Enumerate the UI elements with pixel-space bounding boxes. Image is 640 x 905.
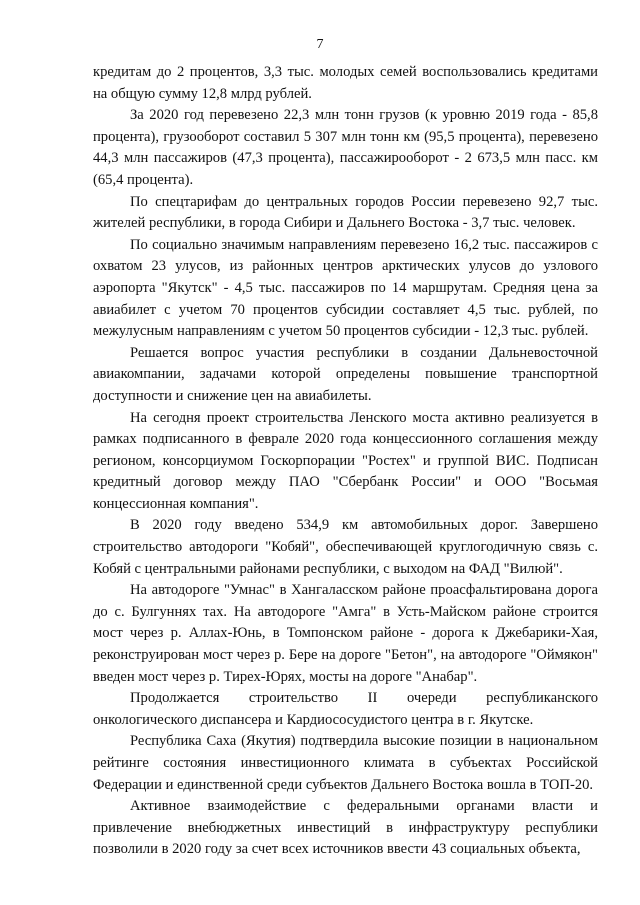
paragraph-freight-passenger-transport: За 2020 год перевезено 22,3 млн тонн грузов (к уровню 2019 года - 85,8 процента), грузооборот составил 5 307 млн тонн км (95,5 процента), перевезено 44,3 млн пассажиров (47,3 процента), пассажирооборот - 2 673,5 млн пасс. км (65,4 процента). xyxy=(93,107,598,188)
paragraph-social-objects: Активное взаимодействие с федеральными органами власти и привлечение внебюджетных инвестиций в инфраструктуру республики позволили в 2020 году за счет всех источников ввести 43 социальных объекта, xyxy=(93,798,598,858)
paragraph-far-eastern-airline: Решается вопрос участия республики в создании Дальневосточной авиакомпании, задачами которой определены повышение транспортной доступности и снижение цен на авиабилеты. xyxy=(93,344,598,404)
paragraph-special-tariffs: По спецтарифам до центральных городов России перевезено 92,7 тыс. жителей республики, в города Сибири и Дальнего Востока - 3,7 тыс. человек. xyxy=(93,193,598,232)
page-number: 7 xyxy=(316,37,324,52)
paragraph-oncology-cardio-center: Продолжается строительство II очереди республиканского онкологического диспансера и Кардиососудистого центра в г. Якутске. xyxy=(93,690,598,728)
document-body xyxy=(93,62,598,861)
paragraph-roads-commissioned: В 2020 году введено 534,9 км автомобильных дорог. Завершено строительство автодороги "Кобяй", обеспечивающей круглогодичную связь с. Кобяй с центральными районами республики, с выходом на ФАД "Вилюй". xyxy=(93,517,598,577)
paragraph-lena-bridge: На сегодня проект строительства Ленского моста активно реализуется в рамках подписанного в феврале 2020 года концессионного соглашения между регионом, консорциумом Госкорпорации "Ростех" и группой ВИС. Подписан кредитный договор между ПАО "Сбербанк России" и ООО "Восьмая концессионная компания". xyxy=(93,409,598,512)
paragraph-socially-significant-routes: По социально значимым направлениям перевезено 16,2 тыс. пассажиров с охватом 23 улусов, из районных центров арктических улусов до узлового аэропорта "Якутск" - 4,5 тыс. пассажиров по 14 маршрутам. Средняя цена за авиабилет с учетом 70 процентов субсидии составляет 4,5 тыс. рублей, по межулусным направлениям с учетом 50 процентов субсидии - 12,3 тыс. рублей. xyxy=(93,236,598,340)
paragraph-housing-credits-continued: кредитам до 2 процентов, 3,3 тыс. молодых семей воспользовались кредитами на общую сумму 12,8 млрд рублей. xyxy=(93,64,598,102)
paragraph-road-projects: На автодороге "Умнас" в Хангаласском районе проасфальтирована дорога до с. Булгуннях тах. На автодороге "Амга" в Усть-Майском районе строится мост через р. Аллах-Юнь, в Томпонском районе - дорога к Джебарики-Хая, реконструирован мост через р. Бере на дороге "Бетон", на автодороге "Оймякон" введен мост через р. Тирех-Юрях, мосты на дороге "Анабар". xyxy=(93,582,598,685)
paragraph-investment-rating: Республика Саха (Якутия) подтвердила высокие позиции в национальном рейтинге состояния инвестиционного климата в субъектах Российской Федерации и единственной среди субъектов Дальнего Востока вошла в ТОП-20. xyxy=(93,733,598,793)
